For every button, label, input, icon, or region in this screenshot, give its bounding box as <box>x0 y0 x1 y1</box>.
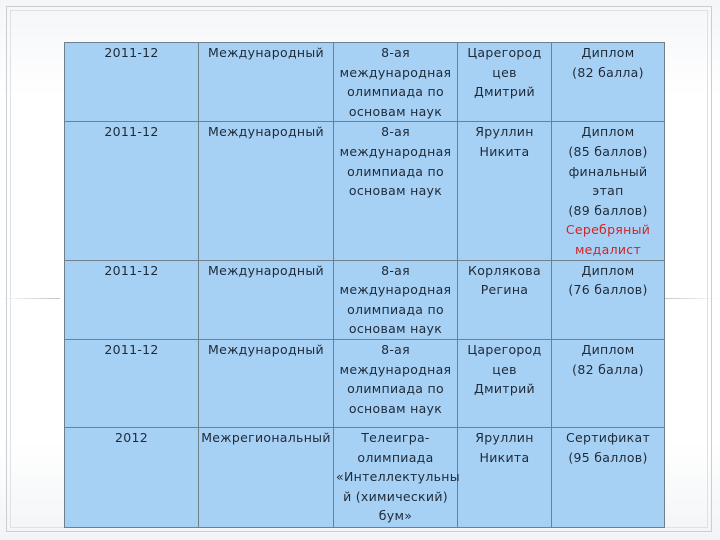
cell-line: Сертификат <box>565 429 651 445</box>
cell-line: Телеигра- <box>361 429 430 445</box>
cell-line: основам наук <box>348 183 443 199</box>
cell-line: (95 баллов) <box>568 449 648 465</box>
participant-cell <box>458 260 552 339</box>
awards-table-body <box>65 43 665 528</box>
result-cell <box>552 122 665 260</box>
cell-line: 8-ая <box>381 341 410 357</box>
cell-line: Диплом <box>581 124 635 140</box>
cell-line: цев <box>492 64 517 80</box>
table-row <box>65 427 665 527</box>
cell-line: основам наук <box>348 400 443 416</box>
cell-line: 8-ая <box>381 124 410 140</box>
cell-line: международная <box>339 282 452 298</box>
cell-line: Яруллин <box>475 429 534 445</box>
event-cell <box>334 427 458 527</box>
event-cell <box>334 339 458 427</box>
cell-line: олимпиада <box>357 449 434 465</box>
cell-line: основам наук <box>348 103 443 119</box>
participant-cell <box>458 339 552 427</box>
cell-line: международная <box>339 64 452 80</box>
cell-line: Регина <box>480 282 529 298</box>
event-cell <box>334 122 458 260</box>
cell-line: (89 баллов) <box>568 202 648 218</box>
result-cell <box>552 427 665 527</box>
table-row <box>65 339 665 427</box>
decorative-line-right <box>660 298 720 299</box>
cell-line: международная <box>339 143 452 159</box>
cell-line: Диплом <box>581 45 635 60</box>
result-cell <box>552 339 665 427</box>
level-cell: Международный <box>199 339 334 427</box>
cell-line: (76 баллов) <box>568 282 648 298</box>
cell-line: Диплом <box>581 341 635 357</box>
level-cell: Международный <box>199 43 334 122</box>
level-cell: Межрегиональный <box>199 427 334 527</box>
participant-cell <box>458 43 552 122</box>
level-cell: Международный <box>199 260 334 339</box>
cell-line: «Интеллектульны <box>336 469 460 485</box>
cell-line: олимпиада по <box>347 163 444 179</box>
cell-line: олимпиада по <box>347 301 444 317</box>
year-cell: 2011-12 <box>65 260 199 339</box>
cell-line: Яруллин <box>475 124 534 140</box>
cell-line: цев <box>492 361 517 377</box>
cell-line: бум» <box>378 508 413 524</box>
decorative-line-left <box>0 298 60 299</box>
event-cell <box>334 43 458 122</box>
level-cell: Международный <box>199 122 334 260</box>
year-cell: 2012 <box>65 427 199 527</box>
table-row <box>65 122 665 260</box>
year-cell: 2011-12 <box>65 339 199 427</box>
cell-line: Корлякова <box>468 262 541 278</box>
result-cell <box>552 43 665 122</box>
year-cell: 2011-12 <box>65 43 199 122</box>
cell-line: медалист <box>574 241 642 257</box>
cell-line: й (химический) <box>343 488 448 504</box>
table-row <box>65 260 665 339</box>
cell-line: (82 балла) <box>572 64 644 80</box>
cell-line: Никита <box>479 143 530 159</box>
cell-line: международная <box>339 361 452 377</box>
cell-line: Никита <box>479 449 530 465</box>
year-cell: 2011-12 <box>65 122 199 260</box>
participant-cell <box>458 427 552 527</box>
cell-line: Дмитрий <box>474 84 535 100</box>
cell-line: финальный этап <box>568 163 648 199</box>
result-cell <box>552 260 665 339</box>
cell-line: Царегород <box>467 341 542 357</box>
cell-line: 8-ая <box>381 262 410 278</box>
awards-table <box>64 42 665 528</box>
participant-cell <box>458 122 552 260</box>
cell-line: Серебряный <box>565 222 651 238</box>
cell-line: основам наук <box>348 321 443 337</box>
event-cell <box>334 260 458 339</box>
cell-line: олимпиада по <box>347 84 444 100</box>
cell-line: Царегород <box>467 45 542 60</box>
cell-line: Дмитрий <box>474 381 535 397</box>
cell-line: Диплом <box>581 262 635 278</box>
cell-line: олимпиада по <box>347 381 444 397</box>
cell-line: (85 баллов) <box>568 143 648 159</box>
table-row <box>65 43 665 122</box>
cell-line: 8-ая <box>381 45 410 60</box>
cell-line: (82 балла) <box>572 361 644 377</box>
